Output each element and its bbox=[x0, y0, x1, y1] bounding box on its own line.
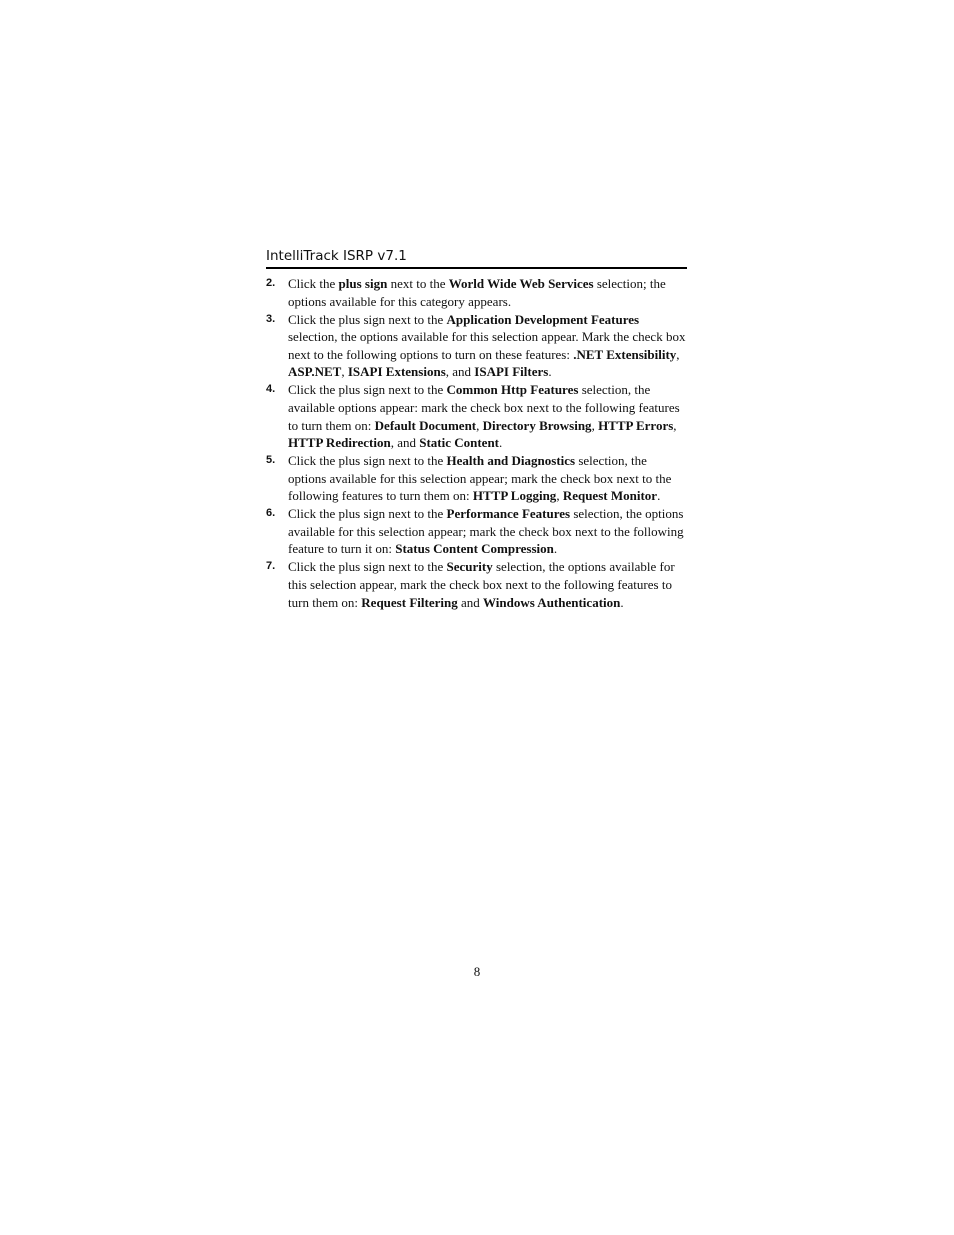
text-run: Click the plus sign next to the bbox=[288, 453, 447, 469]
step-number: 4. bbox=[266, 383, 276, 396]
text-run: selection, the options available for this selection appear. Mark the check box next to the following options to turn on these features: bbox=[288, 329, 686, 362]
bold-term: Request Filtering bbox=[361, 594, 458, 610]
step-item bbox=[266, 381, 688, 451]
step-number: 6. bbox=[266, 507, 276, 520]
step-number: 2. bbox=[266, 277, 276, 289]
bold-term: Security bbox=[446, 559, 493, 575]
text-run: Click the plus sign next to the bbox=[288, 506, 447, 522]
bold-term: Common Http Features bbox=[446, 382, 579, 398]
text-run: and bbox=[457, 594, 483, 610]
text-run: , bbox=[476, 417, 483, 433]
bold-term: ISAPI Filters bbox=[474, 364, 549, 380]
text-run: selection, the options available for this selection appear; mark the check box next to the following feature to turn it on: bbox=[288, 506, 684, 557]
step-item bbox=[266, 275, 688, 310]
text-run: , bbox=[341, 364, 348, 380]
step-text bbox=[288, 275, 688, 310]
text-run: , bbox=[673, 417, 677, 433]
bold-term: World Wide Web Services bbox=[448, 276, 594, 291]
text-run: selection, the options available for this selection appear; mark the check box next to the following features to turn them on: bbox=[288, 453, 672, 504]
step-text bbox=[288, 381, 688, 451]
text-run: . bbox=[657, 488, 661, 504]
bold-term: Default Document bbox=[374, 417, 477, 433]
bold-term: plus sign bbox=[338, 276, 388, 291]
step-text bbox=[288, 558, 688, 611]
step-number: 3. bbox=[266, 312, 276, 325]
bold-term: ASP.NET bbox=[288, 364, 342, 380]
text-run: next to the bbox=[387, 276, 449, 291]
bold-term: HTTP Errors bbox=[598, 417, 674, 433]
text-run: . bbox=[548, 364, 552, 380]
step-item bbox=[266, 311, 688, 381]
text-run: , bbox=[556, 488, 563, 504]
text-run: . bbox=[499, 435, 503, 451]
bold-term: .NET Extensibility bbox=[573, 346, 677, 362]
step-text bbox=[288, 311, 688, 381]
text-run: Click the bbox=[288, 276, 339, 291]
bold-term: Health and Diagnostics bbox=[446, 453, 576, 469]
text-run: selection; the options available for this category appears. bbox=[288, 276, 666, 309]
text-run: Click the plus sign next to the bbox=[288, 382, 447, 398]
bold-term: Request Monitor bbox=[562, 488, 658, 504]
bold-term: HTTP Redirection bbox=[288, 435, 391, 451]
bold-term: Performance Features bbox=[446, 506, 571, 522]
step-item bbox=[266, 505, 688, 558]
bold-term: Windows Authentication bbox=[482, 594, 621, 610]
step-text bbox=[288, 452, 688, 505]
text-run: , bbox=[591, 417, 599, 433]
text-run: , and bbox=[390, 435, 420, 451]
step-item bbox=[266, 558, 688, 611]
bold-term: HTTP Logging bbox=[472, 488, 557, 504]
step-number: 5. bbox=[266, 454, 276, 467]
step-item bbox=[266, 452, 688, 505]
text-run: Click the plus sign next to the bbox=[288, 559, 447, 575]
text-run: Click the plus sign next to the bbox=[288, 311, 447, 327]
bold-term: Status Content Compression bbox=[395, 541, 554, 557]
bold-term: Application Development Features bbox=[446, 311, 640, 327]
page-number: 8 bbox=[473, 964, 481, 979]
step-text bbox=[288, 505, 688, 558]
step-number: 7. bbox=[266, 560, 276, 573]
text-run: , and bbox=[445, 364, 475, 380]
bold-term: ISAPI Extensions bbox=[347, 364, 446, 380]
text-run: , bbox=[676, 346, 680, 362]
instruction-steps bbox=[266, 275, 688, 612]
bold-term: Directory Browsing bbox=[482, 417, 592, 433]
text-run: selection, the options available for this selection appear, mark the check box next to the following features to turn them on: bbox=[288, 559, 675, 610]
running-header: IntelliTrack ISRP v7.1 bbox=[266, 246, 687, 269]
bold-term: Static Content bbox=[419, 435, 500, 451]
text-run: . bbox=[620, 594, 624, 610]
text-run: . bbox=[553, 541, 558, 557]
text-run: selection, the available options appear: mark the check box next to the following features to turn them on: bbox=[288, 382, 680, 433]
